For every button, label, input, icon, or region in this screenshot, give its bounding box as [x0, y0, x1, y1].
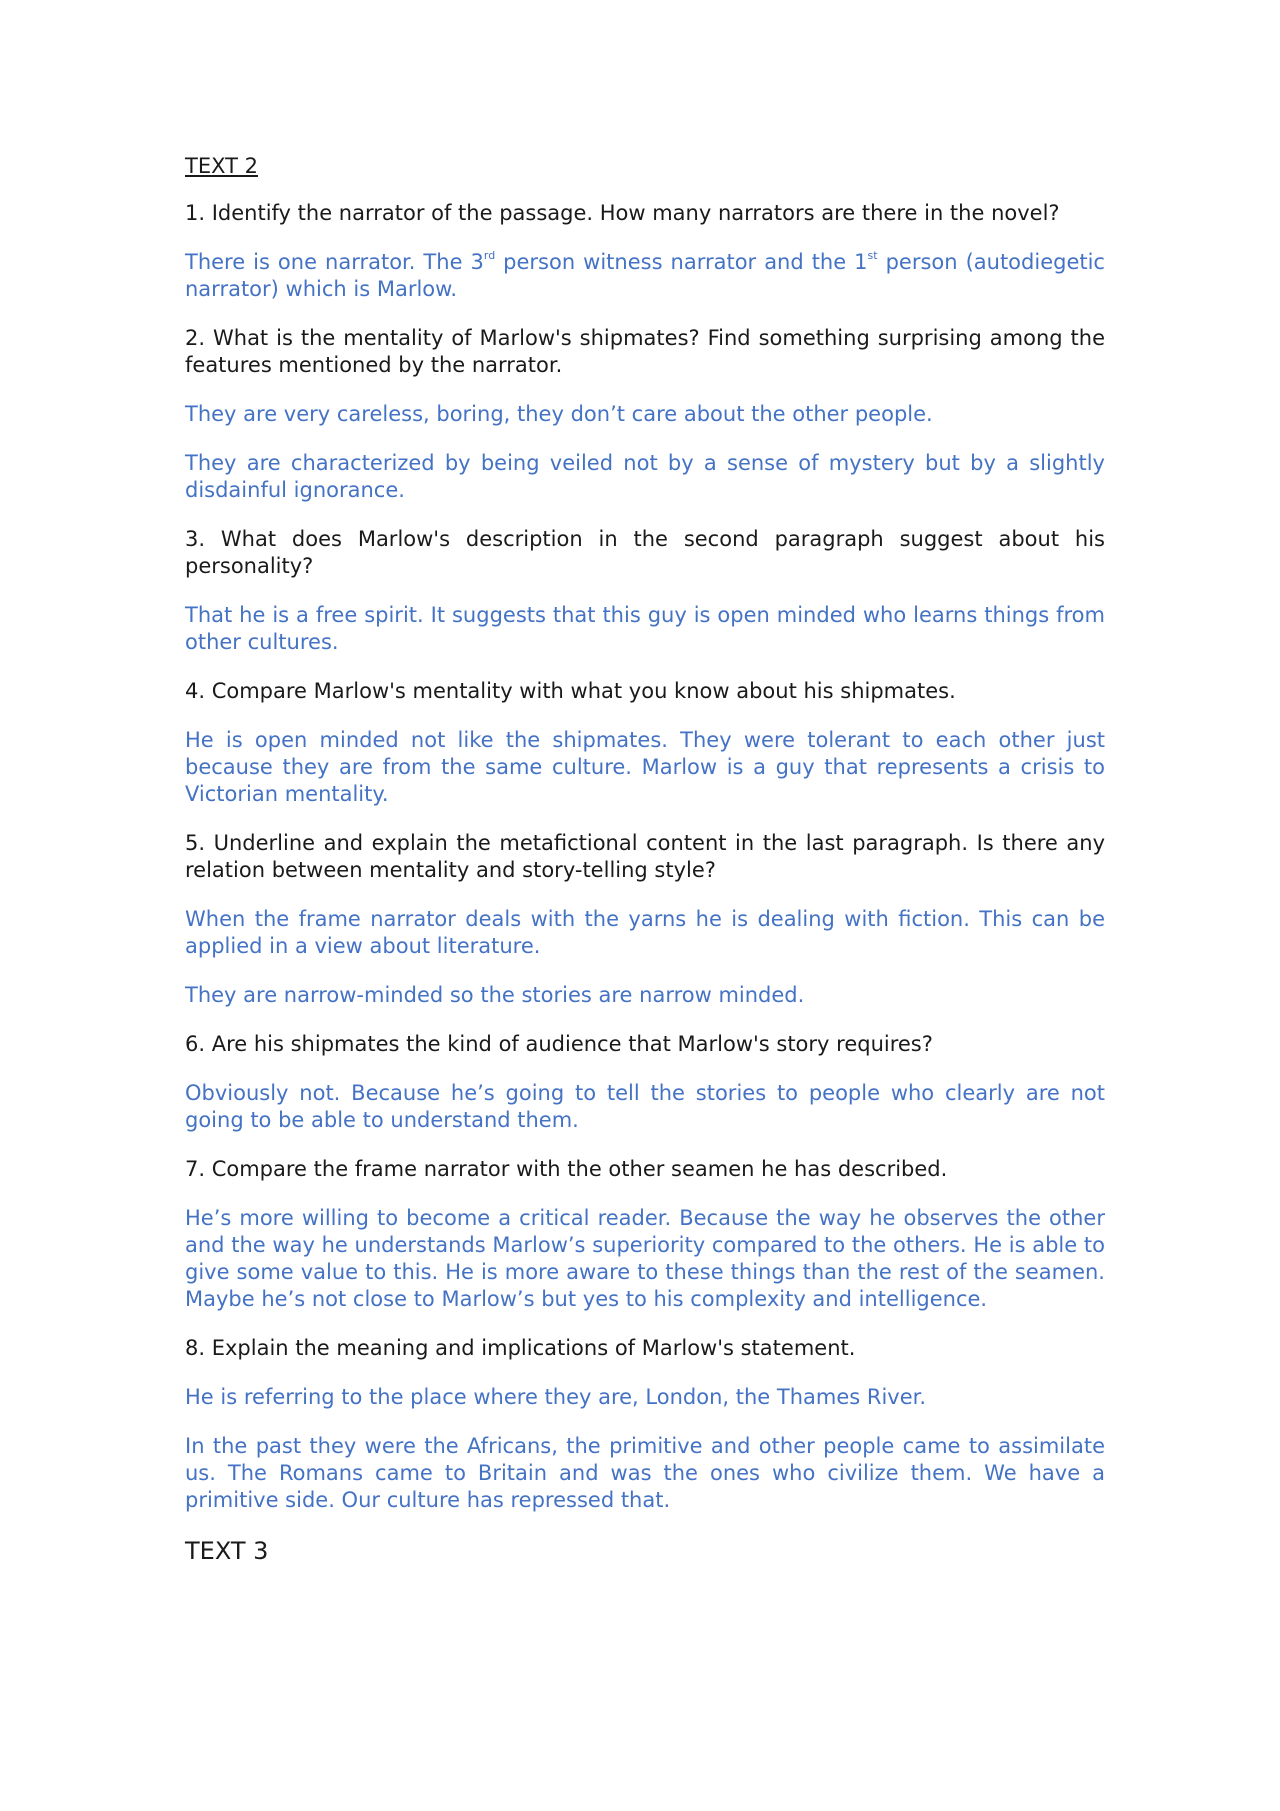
answer-3: That he is a free spirit. It suggests that this guy is open minded who learns things from other cultures. — [185, 603, 1105, 654]
question-5: 5. Underline and explain the metafictional content in the last paragraph. Is there any relation between mentality and story-telling style? — [185, 831, 1105, 882]
question-3: 3. What does Marlow's description in the second paragraph suggest about his personality? — [185, 527, 1105, 578]
answer-1-part1: There is one narrator. The 3 — [185, 250, 484, 274]
answer-5b: They are narrow-minded so the stories are narrow minded. — [185, 983, 805, 1007]
answer-7: He’s more willing to become a critical reader. Because the way he observes the other and the way he understands Marlow’s superiority compared to the others. He is able to give some value to this. He is more aware to these things than the rest of the seamen. Maybe he’s not close to Marlow’s but yes to his complexity and intelligence. — [185, 1206, 1105, 1311]
answer-1-part3: person (autodiegetic narrator) which is Marlow. — [185, 250, 1105, 301]
answer-5a: When the frame narrator deals with the yarns he is dealing with fiction. This can be applied in a view about literature. — [185, 907, 1105, 958]
question-2: 2. What is the mentality of Marlow's shipmates? Find something surprising among the features mentioned by the narrator. — [185, 326, 1105, 377]
answer-4: He is open minded not like the shipmates. They were tolerant to each other just because they are from the same culture. Marlow is a guy that represents a crisis to Victorian mentality. — [185, 728, 1105, 806]
document-body — [185, 152, 1105, 1586]
section-heading-text3: TEXT 3 — [185, 1537, 269, 1565]
answer-2a: They are very careless, boring, they don’t care about the other people. — [185, 402, 933, 426]
answer-1-sup2: st — [867, 249, 878, 262]
question-6: 6. Are his shipmates the kind of audience that Marlow's story requires? — [185, 1032, 933, 1056]
section-heading-text2: TEXT 2 — [185, 154, 258, 178]
answer-6: Obviously not. Because he’s going to tell the stories to people who clearly are not going to be able to understand them. — [185, 1081, 1105, 1132]
answer-8a: He is referring to the place where they are, London, the Thames River. — [185, 1385, 927, 1409]
question-8: 8. Explain the meaning and implications of Marlow's statement. — [185, 1336, 856, 1360]
question-1: 1. Identify the narrator of the passage. How many narrators are there in the novel? — [185, 201, 1060, 225]
question-7: 7. Compare the frame narrator with the other seamen he has described. — [185, 1157, 948, 1181]
answer-1-sup1: rd — [483, 249, 496, 262]
answer-1 — [185, 249, 1105, 303]
answer-1-part2: person witness narrator and the 1 — [495, 250, 868, 274]
answer-2b: They are characterized by being veiled not by a sense of mystery but by a slightly disdainful ignorance. — [185, 451, 1105, 502]
answer-8b: In the past they were the Africans, the primitive and other people came to assimilate us. The Romans came to Britain and was the ones who civilize them. We have a primitive side. Our culture has repressed that. — [185, 1434, 1105, 1512]
question-4: 4. Compare Marlow's mentality with what you know about his shipmates. — [185, 679, 956, 703]
